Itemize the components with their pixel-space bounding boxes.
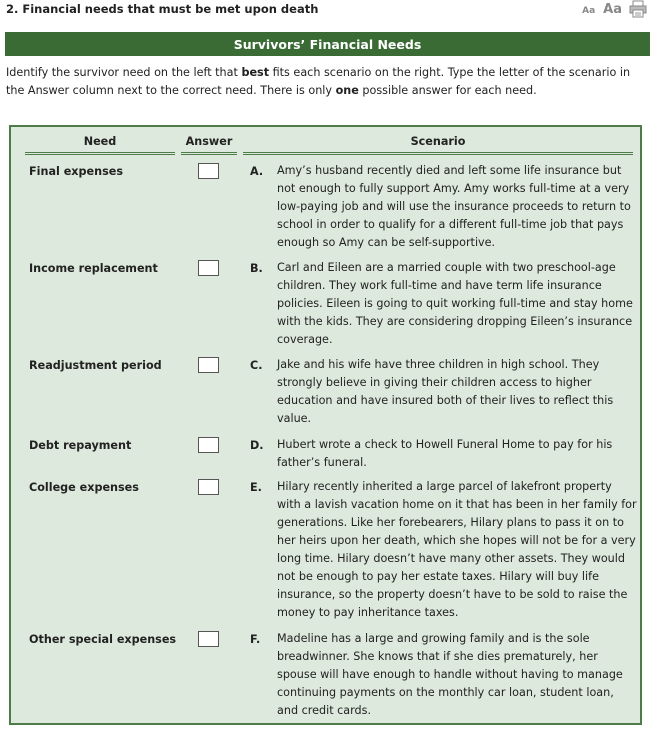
instructions-part-2: fits each scenario on the right. Type the letter of the scenario in the Answer column next to the correct need. There is only: [6, 66, 631, 97]
instructions-part-3: possible answer for each need.: [358, 84, 537, 97]
scenario-text-e: Hilary recently inherited a large parcel of lakefront property with a lavish vacation home on it that has been in her family for generations. Like her forebearers, Hilary plans to pass it on to her heirs upon her death, which she hopes will not be for a very long time. Hilary doesn’t have many other assets. They would not be enough to pay her estate taxes. Hilary will buy life insurance, so the property doesn’t have to be sold to raise the money to pay inheritance taxes.: [277, 480, 637, 619]
scenario-letter-d: D.: [250, 439, 264, 452]
question-title: 2. Financial needs that must be met upon death: [6, 2, 319, 16]
font-increase-button[interactable]: Aa: [603, 2, 622, 17]
scenario-text-d: Hubert wrote a check to Howell Funeral Home to pay for his father’s funeral.: [277, 438, 613, 469]
need-debt-repayment: Debt repayment: [29, 439, 132, 452]
scenario-letter-a: A.: [250, 165, 264, 178]
answer-input-debt-repayment[interactable]: [198, 437, 219, 453]
need-readjustment-period: Readjustment period: [29, 359, 162, 372]
font-size-controls: [582, 2, 622, 18]
need-college-expenses: College expenses: [29, 481, 139, 494]
header-rule-answer: [181, 152, 237, 155]
section-banner: [5, 32, 650, 56]
need-other-special-expenses: Other special expenses: [29, 633, 177, 646]
header-rule-need: [25, 152, 175, 155]
matching-table: [9, 125, 642, 725]
header-answer: Answer: [185, 135, 233, 148]
header-need: Need: [83, 135, 117, 148]
print-icon[interactable]: [628, 0, 648, 18]
scenario-text-b: Carl and Eileen are a married couple with two preschool-age children. They work full-time and have term life insurance policies. Eileen is going to quit working full-time and stay home with the kids. They are considering dropping Eileen’s insurance coverage.: [277, 261, 633, 346]
scenario-text-c: Jake and his wife have three children in high school. They strongly believe in giving their children access to higher education and have insured both of their lives to reflect this value.: [277, 358, 614, 425]
header-rule-scenario: [243, 152, 633, 155]
instructions: [6, 64, 646, 100]
scenario-letter-b: B.: [250, 262, 263, 275]
answer-input-readjustment-period[interactable]: [198, 357, 219, 373]
need-income-replacement: Income replacement: [29, 262, 158, 275]
scenario-text-a: Amy’s husband recently died and left some life insurance but not enough to fully support Amy. Amy works full-time at a very low-paying job and will use the insurance proceeds to return to school in order to qualify for a different full-time job that pays enough so Amy can be self-supportive.: [277, 164, 631, 249]
header-scenario: Scenario: [410, 135, 466, 148]
answer-input-college-expenses[interactable]: [198, 479, 219, 495]
answer-input-final-expenses[interactable]: [198, 163, 219, 179]
scenario-letter-c: C.: [250, 359, 263, 372]
answer-input-income-replacement[interactable]: [198, 260, 219, 276]
scenario-letter-e: E.: [250, 481, 262, 494]
answer-input-other-special-expenses[interactable]: [198, 631, 219, 647]
instructions-part-1: Identify the survivor need on the left that: [6, 66, 242, 79]
instructions-emphasis-one: one: [335, 84, 359, 97]
need-final-expenses: Final expenses: [29, 165, 123, 178]
scenario-letter-f: F.: [250, 633, 261, 646]
scenario-text-f: Madeline has a large and growing family and is the sole breadwinner. She knows that if she dies prematurely, her spouse will have enough to handle without having to manage continuing payments on the monthly car loan, student loan, and credit cards.: [277, 632, 623, 717]
instructions-emphasis-best: best: [241, 66, 270, 79]
font-decrease-button[interactable]: Aa: [582, 6, 596, 16]
banner-title: Survivors’ Financial Needs: [233, 36, 422, 52]
